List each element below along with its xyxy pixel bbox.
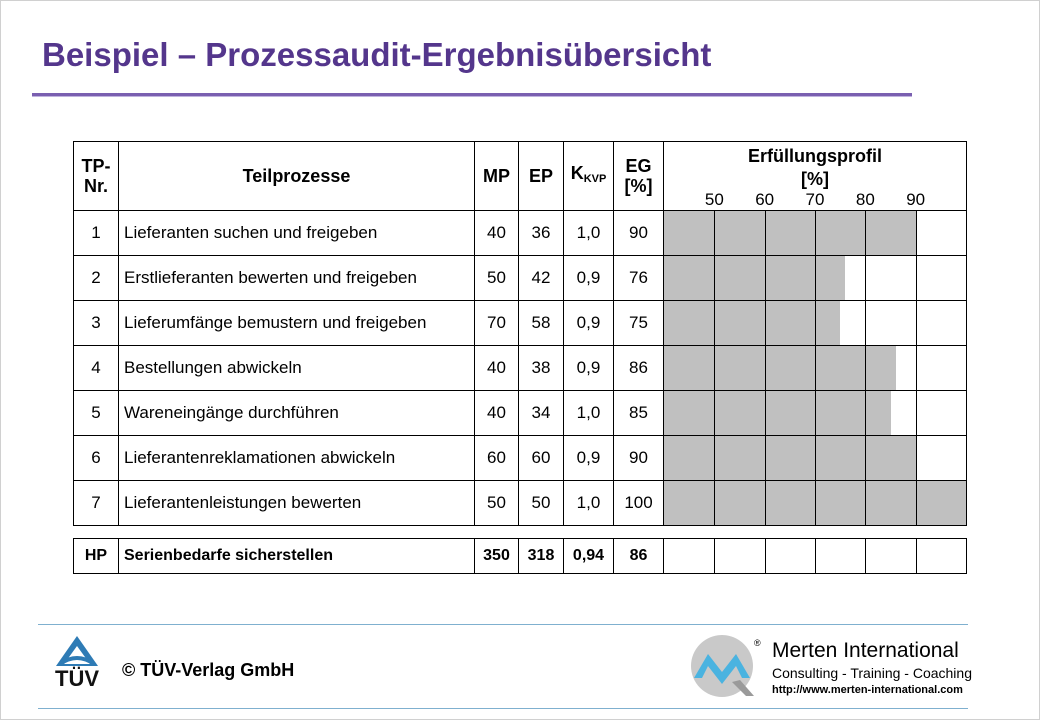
row-name: Erstlieferanten bewerten und freigeben bbox=[119, 256, 475, 301]
profile-gridline bbox=[916, 301, 917, 345]
profile-gridline bbox=[916, 539, 917, 573]
table-header-row bbox=[74, 142, 967, 211]
row-nr: 1 bbox=[74, 211, 119, 256]
profile-gridline bbox=[865, 211, 866, 255]
hp-label: HP bbox=[74, 539, 119, 574]
row-mp: 50 bbox=[475, 256, 519, 301]
row-ep: 38 bbox=[519, 346, 564, 391]
row-ep: 50 bbox=[519, 481, 564, 526]
row-ep: 34 bbox=[519, 391, 564, 436]
row-kkvp: 0,9 bbox=[564, 346, 614, 391]
hp-row bbox=[74, 539, 967, 574]
profile-gridline bbox=[815, 301, 816, 345]
row-nr: 6 bbox=[74, 436, 119, 481]
table-row bbox=[74, 301, 967, 346]
row-profile bbox=[664, 481, 967, 526]
profile-gridline bbox=[714, 436, 715, 480]
registered-mark: ® bbox=[754, 638, 761, 648]
profile-gridline bbox=[714, 346, 715, 390]
hp-name: Serienbedarfe sicherstellen bbox=[119, 539, 475, 574]
row-nr: 5 bbox=[74, 391, 119, 436]
profile-gridline bbox=[765, 391, 766, 435]
fulfillment-bar bbox=[664, 436, 916, 480]
profile-gridline bbox=[815, 481, 816, 525]
table-row bbox=[74, 256, 967, 301]
row-eg: 76 bbox=[614, 256, 664, 301]
company-name: Merten International bbox=[772, 639, 959, 662]
fulfillment-bar bbox=[664, 346, 896, 390]
row-name: Wareneingänge durchführen bbox=[119, 391, 475, 436]
row-ep: 36 bbox=[519, 211, 564, 256]
row-eg: 90 bbox=[614, 436, 664, 481]
profile-gridline bbox=[815, 539, 816, 573]
row-name: Lieferantenleistungen bewerten bbox=[119, 481, 475, 526]
tuv-logo bbox=[50, 634, 104, 694]
hp-kkvp: 0,94 bbox=[564, 539, 614, 574]
profile-tick-label: 70 bbox=[805, 190, 825, 209]
page-title: Beispiel – Prozessaudit-Ergebnisübersicht bbox=[42, 36, 712, 73]
row-eg: 85 bbox=[614, 391, 664, 436]
profile-gridline bbox=[865, 256, 866, 300]
row-name: Lieferanten suchen und freigeben bbox=[119, 211, 475, 256]
profile-gridline bbox=[916, 346, 917, 390]
fulfillment-bar bbox=[664, 301, 840, 345]
row-eg: 100 bbox=[614, 481, 664, 526]
row-profile bbox=[664, 436, 967, 481]
fulfillment-bar bbox=[664, 391, 891, 435]
header-eg: EG [%] bbox=[614, 142, 664, 211]
profile-gridline bbox=[916, 481, 917, 525]
row-nr: 3 bbox=[74, 301, 119, 346]
row-mp: 60 bbox=[475, 436, 519, 481]
profile-gridline bbox=[765, 436, 766, 480]
row-nr: 7 bbox=[74, 481, 119, 526]
row-nr: 2 bbox=[74, 256, 119, 301]
tuv-logo-text: TÜV bbox=[55, 666, 99, 691]
title-underline bbox=[32, 93, 912, 97]
footer-rule-bottom bbox=[38, 708, 968, 709]
profile-gridline bbox=[714, 256, 715, 300]
header-erfuellungsprofil bbox=[664, 142, 967, 211]
profile-gridline bbox=[916, 391, 917, 435]
profile-gridline bbox=[865, 436, 866, 480]
hp-profile bbox=[664, 539, 967, 574]
profile-gridline bbox=[714, 539, 715, 573]
row-mp: 40 bbox=[475, 211, 519, 256]
header-ep: EP bbox=[519, 142, 564, 211]
footer-rule-top bbox=[38, 624, 968, 625]
table-row bbox=[74, 481, 967, 526]
profile-tick-label: 60 bbox=[755, 190, 775, 209]
hp-ep: 318 bbox=[519, 539, 564, 574]
header-mp: MP bbox=[475, 142, 519, 211]
row-mp: 40 bbox=[475, 346, 519, 391]
profile-gridline bbox=[815, 436, 816, 480]
profile-gridline bbox=[815, 391, 816, 435]
fulfillment-bar bbox=[664, 211, 916, 255]
copyright-text: © TÜV-Verlag GmbH bbox=[122, 660, 295, 680]
row-eg: 90 bbox=[614, 211, 664, 256]
profile-gridline bbox=[815, 211, 816, 255]
row-kkvp: 1,0 bbox=[564, 481, 614, 526]
profile-gridline bbox=[916, 256, 917, 300]
row-mp: 70 bbox=[475, 301, 519, 346]
row-profile bbox=[664, 391, 967, 436]
profile-gridline bbox=[714, 481, 715, 525]
profile-gridline bbox=[815, 346, 816, 390]
row-kkvp: 1,0 bbox=[564, 211, 614, 256]
row-kkvp: 0,9 bbox=[564, 301, 614, 346]
profile-tick-label: 90 bbox=[906, 190, 926, 209]
row-name: Bestellungen abwickeln bbox=[119, 346, 475, 391]
profile-gridline bbox=[765, 481, 766, 525]
profile-gridline bbox=[865, 539, 866, 573]
profile-unit: [%] bbox=[801, 169, 829, 189]
header-tp-nr: TP- Nr. bbox=[74, 142, 119, 211]
profile-gridline bbox=[765, 256, 766, 300]
profile-gridline bbox=[865, 391, 866, 435]
profile-tick-label: 80 bbox=[855, 190, 875, 209]
profile-gridline bbox=[916, 211, 917, 255]
company-url[interactable]: http://www.merten-international.com bbox=[772, 684, 963, 696]
table-row bbox=[74, 436, 967, 481]
profile-gridline bbox=[714, 391, 715, 435]
results-table bbox=[73, 141, 967, 526]
profile-gridline bbox=[765, 539, 766, 573]
row-mp: 50 bbox=[475, 481, 519, 526]
profile-gridline bbox=[765, 211, 766, 255]
company-tagline: Consulting - Training - Coaching bbox=[772, 665, 972, 681]
tuv-triangle-icon bbox=[50, 634, 104, 668]
row-ep: 58 bbox=[519, 301, 564, 346]
row-profile bbox=[664, 301, 967, 346]
profile-gridline bbox=[916, 436, 917, 480]
table-row bbox=[74, 346, 967, 391]
row-mp: 40 bbox=[475, 391, 519, 436]
profile-gridline bbox=[865, 346, 866, 390]
row-ep: 60 bbox=[519, 436, 564, 481]
row-kkvp: 0,9 bbox=[564, 436, 614, 481]
profile-gridline bbox=[714, 301, 715, 345]
profile-gridline bbox=[765, 346, 766, 390]
header-kkvp: $K_{KVP}$ bbox=[564, 142, 614, 211]
row-name: Lieferumfänge bemustern und freigeben bbox=[119, 301, 475, 346]
hp-mp: 350 bbox=[475, 539, 519, 574]
row-profile bbox=[664, 346, 967, 391]
profile-tick-label: 50 bbox=[704, 190, 724, 209]
profile-gridline bbox=[865, 301, 866, 345]
row-nr: 4 bbox=[74, 346, 119, 391]
profile-gridline bbox=[714, 211, 715, 255]
merten-logo bbox=[688, 632, 760, 704]
merten-q-icon bbox=[688, 632, 760, 704]
profile-gridline bbox=[765, 301, 766, 345]
hp-eg: 86 bbox=[614, 539, 664, 574]
row-eg: 75 bbox=[614, 301, 664, 346]
row-profile bbox=[664, 256, 967, 301]
hp-table bbox=[73, 538, 967, 574]
row-kkvp: 1,0 bbox=[564, 391, 614, 436]
table-row bbox=[74, 391, 967, 436]
profile-gridline bbox=[815, 256, 816, 300]
header-teilprozesse: Teilprozesse bbox=[119, 142, 475, 211]
row-profile bbox=[664, 211, 967, 256]
profile-gridline bbox=[865, 481, 866, 525]
profile-title: Erfüllungsprofil bbox=[748, 146, 882, 166]
fulfillment-bar bbox=[664, 256, 845, 300]
table-row bbox=[74, 211, 967, 256]
row-ep: 42 bbox=[519, 256, 564, 301]
row-eg: 86 bbox=[614, 346, 664, 391]
row-kkvp: 0,9 bbox=[564, 256, 614, 301]
row-name: Lieferantenreklamationen abwickeln bbox=[119, 436, 475, 481]
